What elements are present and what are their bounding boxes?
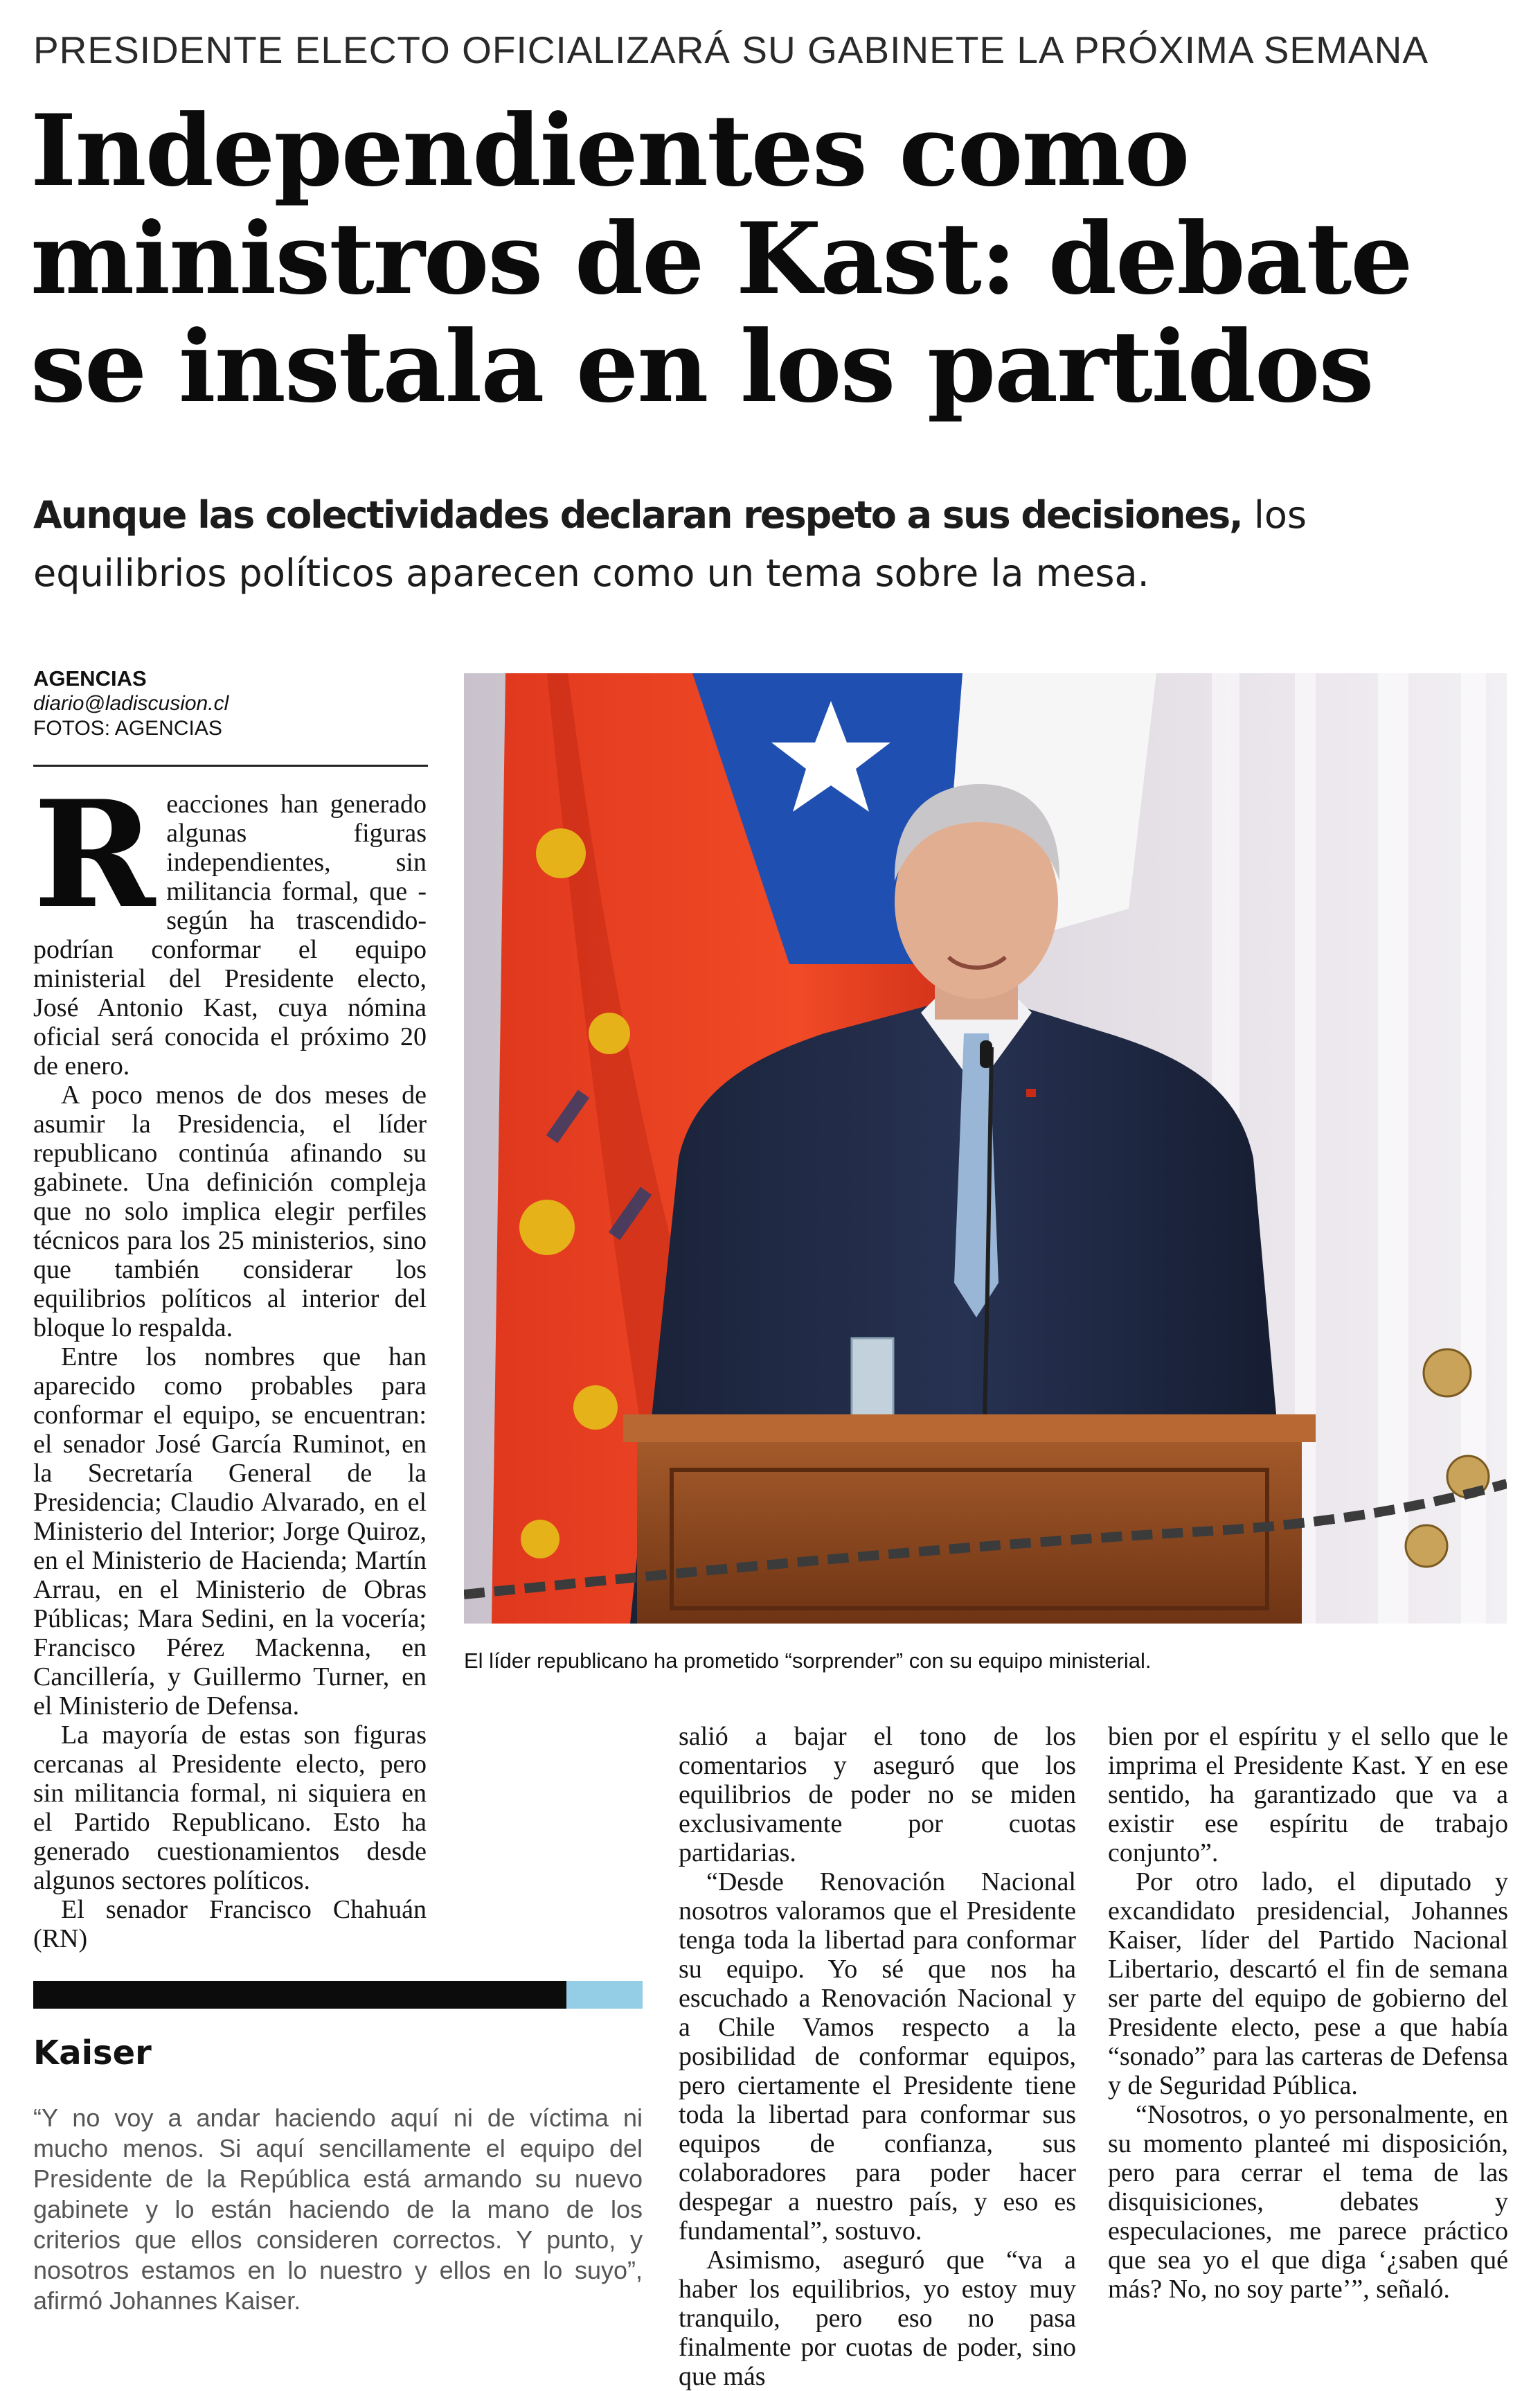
kicker: PRESIDENTE ELECTO OFICIALIZARÁ SU GABINETE LA PRÓXIMA SEMANA: [33, 28, 1429, 71]
byline-email: diario@ladiscusion.cl: [33, 692, 229, 715]
paragraph: El senador Francisco Chahuán (RN): [33, 1895, 427, 1953]
sidebar-rule-accent: [566, 1981, 643, 2009]
paragraph: bien por el espíritu y el sello que le imprima el Presidente Kast. Y en ese sentido, ha garantizado que va a existir ese espíritu de trabajo conjunto”.: [1108, 1722, 1508, 1867]
article-column-1: [33, 768, 427, 1953]
photo-illustration: [464, 673, 1507, 1624]
paragraph: “Desde Renovación Nacional nosotros valoramos que el Presidente tenga toda la libertad para conformar su equipo. Yo sé que nos ha escuchado a Renovación Nacional y a Chile Vamos respecto a la posibilidad de conformar equipos, pero ciertamente el Presidente tiene toda la libertad para conformar sus equipos de confianza, sus colaboradores para poder hacer despegar a nuestro país, y eso es fundamental”, sostuvo.: [679, 1867, 1076, 2246]
paragraph: La mayoría de estas son figuras cercanas al Presidente electo, pero sin militancia formal, ni siquiera en el Partido Republicano. Esto ha generado cuestionamientos desde algunos sectores políticos.: [33, 1721, 427, 1895]
byline: [33, 666, 428, 767]
article-column-2: [679, 1722, 1076, 2391]
sidebar-quote: “Y no voy a andar haciendo aquí ni de víctima ni mucho menos. Si aquí sencillamente el equipo del Presidente de la República está armando su nuevo gabinete y lo están haciendo de la mano de los criterios que ellos consideren correctos. Y punto, y nosotros estamos en lo nuestro y ellos en lo suyo”, afirmó Johannes Kaiser.: [33, 2104, 643, 2315]
article-photo: [464, 673, 1507, 1624]
sidebar-rule-dark: [33, 1981, 566, 2009]
byline-name: AGENCIAS: [33, 666, 147, 691]
drop-cap: R: [33, 768, 156, 941]
deck: [33, 486, 1487, 603]
headline-line-1: Independientes como: [30, 94, 1189, 208]
deck-regular: los equilibrios políticos aparecen como un tema sobre la mesa.: [33, 493, 1307, 595]
deck-bold: Aunque las colectividades declaran respeto a sus decisiones,: [33, 493, 1242, 537]
paragraph: A poco menos de dos meses de asumir la Presidencia, el líder republicano continúa afinando su gabinete. Una definición compleja que no solo implica elegir perfiles técnicos para los 25 ministerios, sino que también considerar los equilibrios políticos al interior del bloque lo respalda.: [33, 1081, 427, 1342]
paragraph: eacciones han generado algunas figuras independientes, sin militancia formal, que -según ha trascendido- podrían conformar el equipo ministerial del Presidente electo, José Antonio Kast, cuya nómina oficial será conocida el próximo 20 de enero.: [33, 790, 427, 1081]
article-column-3: [1108, 1722, 1508, 2304]
paragraph: Asimismo, aseguró que “va a haber los equilibrios, yo estoy muy tranquilo, pero eso no pasa finalmente por cuotas de poder, sino que más: [679, 2246, 1076, 2391]
paragraph: Por otro lado, el diputado y excandidato presidencial, Johannes Kaiser, líder del Partido Nacional Libertario, descartó el fin de semana ser parte del equipo de gobierno del Presidente electo, pese a que había “sonado” para las carteras de Defensa y de Seguridad Pública.: [1108, 1867, 1508, 2100]
paragraph: salió a bajar el tono de los comentarios y aseguró que los equilibrios de poder no se miden exclusivamente por cuotas partidarias.: [679, 1722, 1076, 1867]
headline-line-3: se instala en los partidos: [30, 310, 1373, 425]
headline-line-2: ministros de Kast: debate: [30, 202, 1412, 317]
headline: [30, 94, 1512, 425]
sidebar-title: Kaiser: [33, 2034, 152, 2072]
photo-caption: El líder republicano ha prometido “sorprender” con su equipo ministerial.: [464, 1648, 1152, 1673]
paragraph: Entre los nombres que han aparecido como probables para conformar el equipo, se encuentran: el senador José García Ruminot, en la Secretaría General de la Presidencia; Claudio Alvarado, en el Ministerio del Interior; Jorge Quiroz, en el Ministerio de Hacienda; Martín Arrau, en el Ministerio de Obras Públicas; Mara Sedini, en la vocería; Francisco Pérez Mackenna, en Cancillería, y Guillermo Turner, en el Ministerio de Defensa.: [33, 1342, 427, 1721]
paragraph: “Nosotros, o yo personalmente, en su momento planteé mi disposición, pero para cerrar el tema de las disquisiciones, debates y especulaciones, me parece práctico que sea yo el que diga ‘¿saben qué más? No, no soy parte’”, señaló.: [1108, 2100, 1508, 2304]
byline-photos: FOTOS: AGENCIAS: [33, 717, 222, 740]
